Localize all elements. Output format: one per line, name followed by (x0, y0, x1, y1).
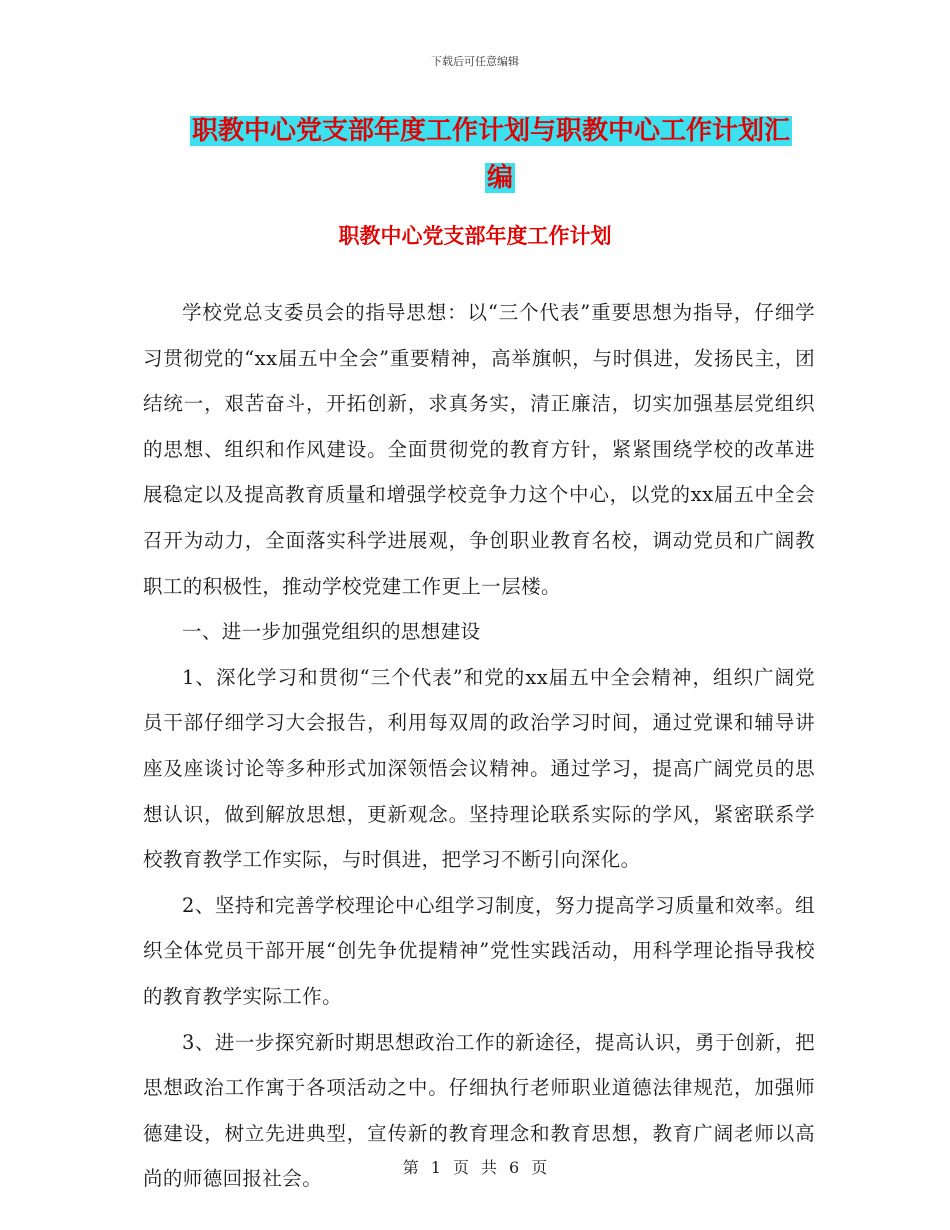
document-title (190, 108, 810, 202)
header-note: 下载后可任意编辑 (431, 55, 519, 68)
paragraph-guiding-ideology: 学校党总支委员会的指导思想：以“三个代表”重要思想为指导，仔细学习贯彻党的“xx届五中全会”重要精神，高举旗帜，与时俱进，发扬民主，团结统一，艰苦奋斗，开拓创新，求真务实，清正廉洁，切实加强基层党组织的思想、组织和作风建设。全面贯彻党的教育方针，紧紧围绕学校的改革进展稳定以及提高教育质量和增强学校竞争力这个中心，以党的xx届五中全会召开为动力，全面落实科学进展观，争创职业教育名校，调动党员和广阔教职工的积极性，推动学校党建工作更上一层楼。 (143, 301, 815, 598)
footer-label-gong: 共 (481, 1158, 498, 1177)
title-line-1: 职教中心党支部年度工作计划与职教中心工作计划汇 (192, 116, 791, 146)
current-page-number: 1 (430, 1158, 441, 1177)
paragraph-item-1: 1、深化学习和贯彻“三个代表”和党的xx届五中全会精神，组织广阔党员干部仔细学习大会报告，利用每双周的政治学习时间，通过党课和辅导讲座及座谈讨论等多种形式加深领悟会议精神。通过学习，提高广阔党员的思想认识，做到解放思想，更新观念。坚持理论联系实际的学风，紧密联系学校教育教学工作实际，与时俱进，把学习不断引向深化。 (143, 665, 815, 872)
paragraph-heading-1: 一、进一步加强党组织的思想建设 (182, 620, 481, 644)
section-title: 职教中心党支部年度工作计划 (338, 223, 612, 248)
title-line-2: 编 (486, 163, 513, 193)
total-page-number: 6 (509, 1158, 520, 1177)
paragraph-item-2: 2、坚持和完善学校理论中心组学习制度，努力提高学习质量和效率。组织全体党员干部开展“创先争优提精神”党性实践活动，用科学理论指导我校的教育教学实际工作。 (143, 893, 815, 1008)
footer-label-di: 第 (402, 1158, 419, 1177)
footer-label-ye-2: 页 (531, 1158, 548, 1177)
body-text (143, 290, 815, 1202)
page-footer (0, 1155, 950, 1178)
footer-label-ye: 页 (452, 1158, 469, 1177)
paragraph-item-3: 3、进一步探究新时期思想政治工作的新途径，提高认识，勇于创新，把思想政治工作寓于各项活动之中。仔细执行老师职业道德法律规范，加强师德建设，树立先进典型，宣传新的教育理念和教育思想，教育广阔老师以高尚的师德回报社会。 (143, 1030, 815, 1191)
